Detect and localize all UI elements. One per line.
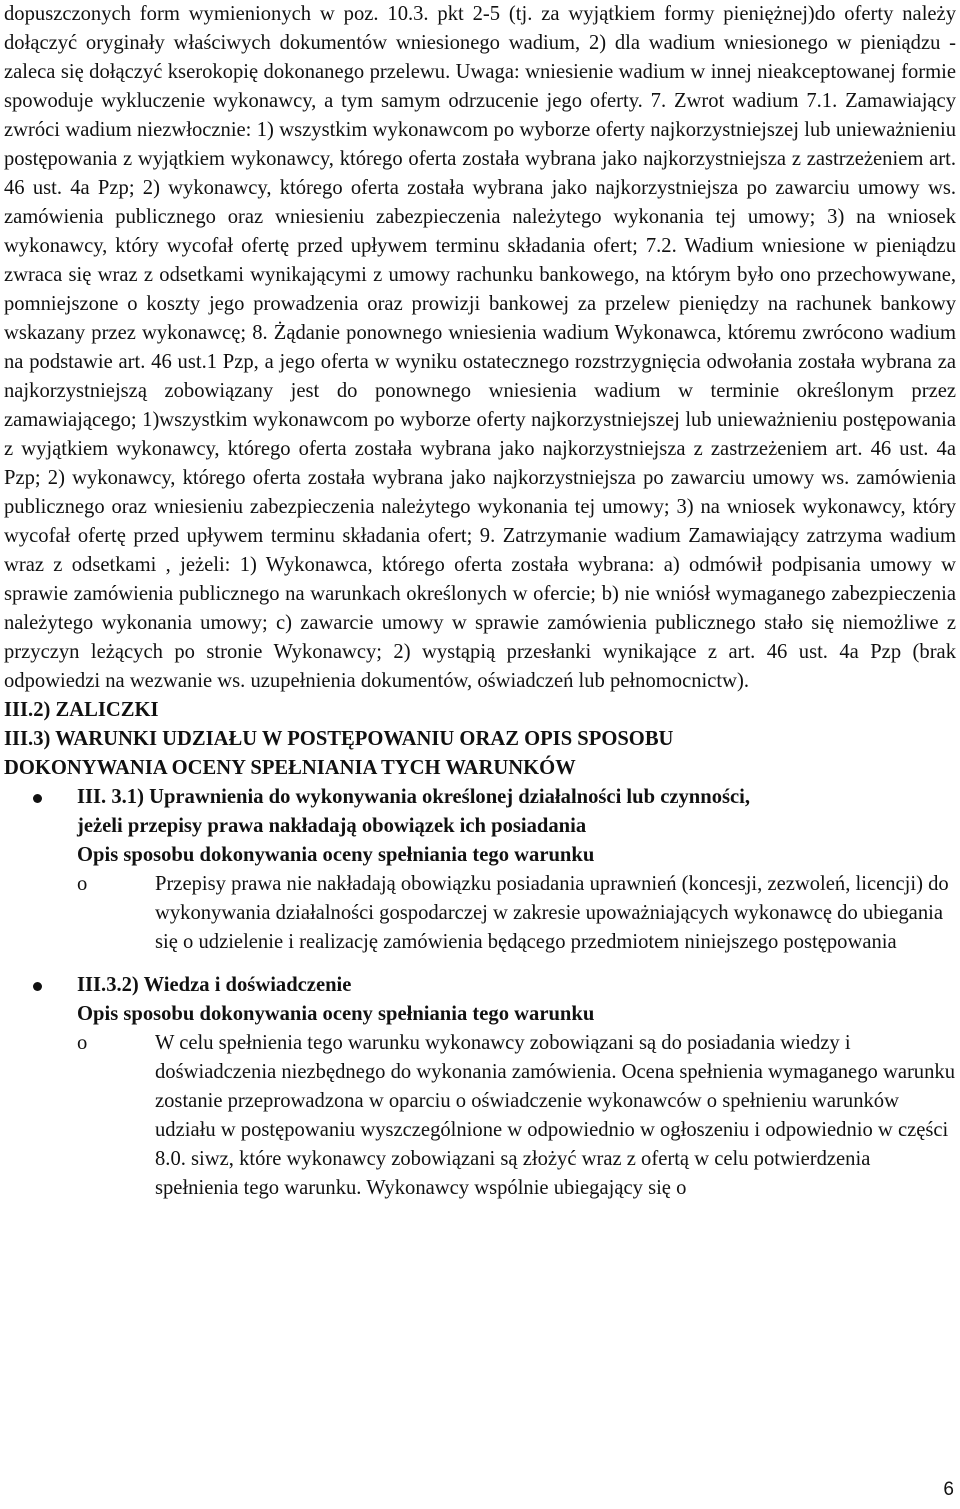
section-uprawnienia-title-line1: III. 3.1) Uprawnienia do wykonywania określonej działalności lub czynności, [77,786,751,808]
section-uprawnienia [4,783,956,957]
section-wiedza-subtitle: Opis sposobu dokonywania oceny spełniania tego warunku [77,1003,595,1025]
heading-warunki-line1: III.3) WARUNKI UDZIAŁU W POSTĘPOWANIU ORAZ OPIS SPOSOBU [4,728,674,750]
bullet-dot-icon [33,794,42,803]
document-page [4,0,956,1203]
section-wiedza-item-text: W celu spełnienia tego warunku wykonawcy zobowiązani są do posiadania wiedzy i doświadczenia niezbędnego do wykonania zamówienia. Ocena spełnienia wymaganego warunku zostanie przeprowadzona w oparciu o oświadczenie wykonawców o spełnieniu warunków udziału w postępowaniu wyszczególnione w odpowiednio w ogłoszeniu i odpowiednio w części 8.0. siwz, które wykonawcy zobowiązani są złożyć wraz z ofertą w celu potwierdzenia spełnienia tego warunku. Wykonawcy wspólnie ubiegający się o [155,1032,955,1199]
bullet-dot-icon [33,982,42,991]
section-uprawnienia-title-line2: jeżeli przepisy prawa nakładają obowiązek ich posiadania [77,815,587,837]
section-uprawnienia-item-text: Przepisy prawa nie nakładają obowiązku posiadania uprawnień (koncesji, zezwoleń, licencji) do wykonywania działalności gospodarczej w zakresie upoważniających wykonawcę do ubiegania się o udzielenie i realizację zamówienia będącego przedmiotem niniejszego postępowania [155,873,949,953]
heading-warunki-line2: DOKONYWANIA OCENY SPEŁNIANIA TYCH WARUNKÓW [4,757,576,779]
page-number: 6 [943,1479,954,1500]
section-uprawnienia-item [77,870,956,957]
main-paragraph: dopuszczonych form wymienionych w poz. 10.3. pkt 2-5 (tj. za wyjątkiem formy pieniężnej)do oferty należy dołączyć oryginały właściwych dokumentów wniesionego wadium, 2) dla wadium wniesionego w pieniądzu - zaleca się dołączyć kserokopię dokonanego przelewu. Uwaga: wniesienie wadium w innej nieakceptowanej formie spowoduje wykluczenie wykonawcy, a tym samym odrzucenie jego oferty. 7. Zwrot wadium 7.1. Zamawiający zwróci wadium niezwłocznie: 1) wszystkim wykonawcom po wyborze oferty najkorzystniejszej lub unieważnieniu postępowania z wyjątkiem wykonawcy, którego oferta została wybrana jako najkorzystniejsza z zastrzeżeniem art. 46 ust. 4a Pzp; 2) wykonawcy, którego oferta została wybrana jako najkorzystniejsza po zawarciu umowy ws. zamówienia publicznego oraz wniesieniu zabezpieczenia należytego wykonania tej umowy; 3) na wniosek wykonawcy, który wycofał ofertę przed upływem terminu składania ofert; 7.2. Wadium wniesione w pieniądzu zwraca się wraz z odsetkami wynikającymi z umowy rachunku bankowego, na którym było ono przechowywane, pomniejszone o koszty jego prowadzenia oraz prowizji bankowej za przelew pieniędzy na rachunek bankowy wskazany przez wykonawcę; 8. Żądanie ponownego wniesienia wadium Wykonawca, któremu zwrócono wadium na podstawie art. 46 ust.1 Pzp, a jego oferta w wyniku ostatecznego rozstrzygnięcia odwołania została wybrana za najkorzystniejszą zobowiązany jest do ponownego wniesienia wadium w terminie określonym przez zamawiającego; 1)wszystkim wykonawcom po wyborze oferty najkorzystniejszej lub unieważnieniu postępowania z wyjątkiem wykonawcy, którego oferta została wybrana jako najkorzystniejsza z zastrzeżeniem art. 46 ust. 4a Pzp; 2) wykonawcy, którego oferta została wybrana jako najkorzystniejsza po zawarciu umowy ws. zamówienia publicznego oraz wniesieniu zabezpieczenia należytego wykonania tej umowy; 3) na wniosek wykonawcy, który wycofał ofertę przed upływem terminu składania ofert; 9. Zatrzymanie wadium Zamawiający zatrzyma wadium wraz z odsetkami , jeżeli: 1) Wykonawca, którego oferta została wybrana: a) odmówił podpisania umowy w sprawie zamówienia publicznego na warunkach określonych w ofercie; b) nie wniósł wymaganego zabezpieczenia należytego wykonania umowy; c) zawarcie umowy w sprawie zamówienia publicznego stało się niemożliwe z przyczyn leżących po stronie Wykonawcy; 2) wystąpią przesłanki wynikające z art. 46 ust. 4a Pzp (brak odpowiedzi na wezwanie ws. uzupełnienia dokumentów, oświadczeń lub pełnomocnictw). [4,3,956,692]
section-wiedza-item [77,1029,956,1203]
section-uprawnienia-subtitle: Opis sposobu dokonywania oceny spełniania tego warunku [77,844,595,866]
section-wiedza [4,971,956,1203]
heading-zaliczki: III.2) ZALICZKI [4,699,159,721]
section-wiedza-title: III.3.2) Wiedza i doświadczenie [77,974,352,996]
circle-marker-icon: o [77,1032,88,1054]
circle-marker-icon: o [77,873,88,895]
